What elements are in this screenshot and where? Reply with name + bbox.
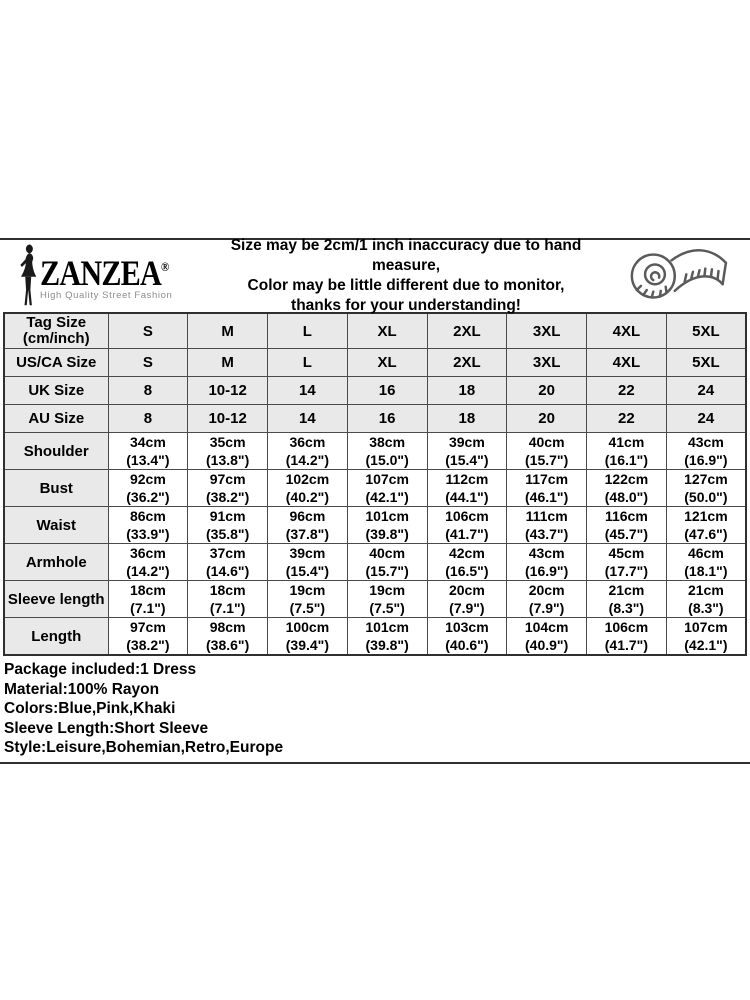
row-label-cell	[4, 544, 108, 581]
size-value: 22	[618, 410, 635, 427]
measurement-cm: 38cm	[369, 434, 406, 450]
measurement-inch: (16.9")	[684, 452, 728, 468]
size-value: 2XL	[453, 322, 481, 340]
measurement-cm: 117cm	[525, 471, 569, 487]
size-value-cell	[108, 377, 188, 405]
measurement-cm: 40cm	[369, 545, 406, 561]
measurement-row	[4, 618, 746, 656]
row-label-cell	[4, 405, 108, 433]
brand-tagline: High Quality Street Fashion	[40, 290, 173, 301]
measurement-inch: (41.7")	[445, 526, 489, 542]
measurement-cell	[347, 470, 427, 507]
measurement-inch: (15.4")	[285, 563, 329, 579]
measurement-cm: 34cm	[129, 434, 166, 450]
measurement-cell	[587, 581, 667, 618]
measurement-cell	[108, 618, 188, 656]
size-value-cell	[587, 405, 667, 433]
measurement-inch: (15.7")	[365, 563, 409, 579]
measurement-row	[4, 544, 746, 581]
row-label-line: Bust	[39, 479, 73, 497]
measurement-cm: 97cm	[129, 619, 166, 635]
row-label-cell	[4, 433, 108, 470]
measurement-inch: (7.1")	[209, 600, 246, 616]
size-value-cell	[108, 405, 188, 433]
measurement-cell	[587, 433, 667, 470]
style-line: Style:Leisure,Bohemian,Retro,Europe	[4, 739, 284, 756]
measurement-cm: 100cm	[285, 619, 330, 635]
size-value-cell	[666, 349, 746, 377]
measurement-cm: 43cm	[528, 545, 565, 561]
measurement-row	[4, 507, 746, 544]
measurement-cm: 122cm	[604, 471, 649, 487]
size-value-cell	[268, 313, 348, 349]
sleeve-length-line: Sleeve Length:Short Sleeve	[4, 719, 209, 737]
measurement-inch: (40.6")	[445, 637, 489, 653]
row-label-cell	[4, 507, 108, 544]
brand-logo	[14, 244, 204, 308]
measurement-cell	[188, 581, 268, 618]
measurement-cell	[347, 618, 427, 656]
size-value: 10-12	[208, 382, 247, 399]
measurement-cell	[188, 544, 268, 581]
bottom-divider	[0, 762, 750, 764]
measurement-cell	[268, 544, 348, 581]
size-value-cell	[347, 313, 427, 349]
measurement-cm: 21cm	[608, 582, 645, 598]
measurement-cm: 102cm	[285, 471, 330, 487]
size-value-cell	[587, 377, 667, 405]
size-value: XL	[377, 322, 397, 340]
measurement-cm: 111cm	[525, 508, 568, 524]
size-value-cell	[427, 349, 507, 377]
measurement-inch: (42.1")	[365, 489, 409, 505]
size-value-cell	[507, 313, 587, 349]
measurement-inch: (50.0")	[684, 489, 728, 505]
measurement-cm: 41cm	[608, 434, 645, 450]
measurement-inch: (13.4")	[126, 452, 170, 468]
colors-line: Colors:Blue,Pink,Khaki	[4, 700, 176, 717]
measurement-cell	[666, 581, 746, 618]
measurement-inch: (39.8")	[365, 526, 409, 542]
measurement-inch: (48.0")	[604, 489, 648, 505]
measurement-cm: 39cm	[289, 545, 326, 561]
size-value: 16	[378, 382, 396, 399]
measurement-inch: (46.1")	[525, 489, 569, 505]
size-chart-sheet	[0, 238, 750, 764]
measurement-cm: 43cm	[687, 434, 724, 450]
row-label-line: Tag Size	[26, 314, 87, 331]
measurement-inch: (40.9")	[525, 637, 569, 653]
size-value: S	[142, 354, 153, 371]
size-value: 2XL	[453, 354, 481, 371]
measurement-row	[4, 581, 746, 618]
measurement-inch: (14.6")	[206, 563, 250, 579]
measurement-cell	[666, 544, 746, 581]
measurement-cm: 103cm	[445, 619, 489, 635]
measurement-cell	[268, 618, 348, 656]
size-value-cell	[108, 313, 188, 349]
row-label-line: Waist	[36, 516, 76, 534]
size-value-cell	[427, 405, 507, 433]
size-value: 4XL	[612, 322, 641, 340]
measurement-cell	[188, 470, 268, 507]
measurement-cell	[188, 618, 268, 656]
measurement-cm: 112cm	[445, 471, 489, 487]
size-value-cell	[427, 313, 507, 349]
measurement-cm: 96cm	[289, 508, 326, 524]
size-value-cell	[188, 377, 268, 405]
measurement-cell	[427, 544, 507, 581]
size-value: 14	[299, 410, 316, 427]
size-value-cell	[188, 313, 268, 349]
measurement-cm: 37cm	[209, 545, 246, 561]
measurement-cell	[268, 433, 348, 470]
measurement-cell	[188, 433, 268, 470]
measurement-cell	[108, 507, 188, 544]
measurement-cell	[268, 507, 348, 544]
size-conversion-row	[4, 349, 746, 377]
size-value-cell	[507, 377, 587, 405]
measurement-cell	[108, 581, 188, 618]
measurement-cm: 42cm	[448, 545, 485, 561]
size-value: 10-12	[208, 410, 247, 427]
measurement-cm: 20cm	[528, 582, 565, 598]
measurement-cell	[507, 618, 587, 656]
size-value-cell	[507, 405, 587, 433]
size-conversion-row	[4, 377, 746, 405]
measurement-inch: (7.5")	[289, 600, 326, 616]
measurement-inch: (18.1")	[684, 563, 728, 579]
measurement-cm: 40cm	[528, 434, 565, 450]
measurement-cm: 107cm	[365, 471, 409, 487]
material-line: Material:100% Rayon	[4, 680, 160, 698]
measurement-inch: (17.7")	[604, 563, 648, 579]
measurement-cell	[507, 507, 587, 544]
measurement-inch: (41.7")	[604, 637, 648, 653]
size-value: 14	[299, 382, 316, 399]
measurement-cm: 20cm	[448, 582, 485, 598]
measurement-cell	[268, 470, 348, 507]
measurement-inch: (37.8")	[285, 526, 329, 542]
measurement-cm: 35cm	[209, 434, 246, 450]
size-value: 18	[458, 410, 476, 427]
size-value-cell	[268, 377, 348, 405]
row-label-cell	[4, 581, 108, 618]
logo-text	[40, 251, 194, 301]
size-value: 5XL	[692, 322, 720, 340]
measurement-cm: 86cm	[129, 508, 166, 524]
header-band	[0, 237, 750, 314]
disclaimer-line: Color may be little different due to monitor,	[247, 277, 565, 294]
measurement-cm: 101cm	[365, 508, 409, 524]
measurement-inch: (15.7")	[525, 452, 569, 468]
size-value-cell	[587, 349, 667, 377]
size-value-cell	[188, 349, 268, 377]
measurement-cm: 91cm	[209, 508, 246, 524]
measurement-cm: 106cm	[445, 508, 489, 524]
size-conversion-row	[4, 405, 746, 433]
measurement-cell	[427, 618, 507, 656]
measurement-cell	[507, 433, 587, 470]
measuring-tape-icon	[617, 243, 735, 309]
measurement-inch: (16.1")	[604, 452, 648, 468]
measurement-inch: (42.1")	[684, 637, 728, 653]
size-value: 24	[697, 382, 715, 399]
measurement-row	[4, 433, 746, 470]
woman-silhouette-icon	[14, 244, 42, 308]
size-value-cell	[587, 313, 667, 349]
measurement-cm: 92cm	[129, 471, 166, 487]
measurement-inch: (7.5")	[369, 600, 405, 616]
measurement-cm: 19cm	[369, 582, 406, 598]
row-label-cell	[4, 377, 108, 405]
size-value: M	[221, 354, 234, 371]
measurement-inch: (15.0")	[365, 452, 409, 468]
measurement-inch: (38.2")	[206, 489, 250, 505]
disclaimer-line: thanks for your understanding!	[291, 297, 521, 314]
row-label-line: AU Size	[28, 409, 85, 427]
measurement-inch: (15.4")	[445, 452, 489, 468]
measurement-cm: 36cm	[289, 434, 326, 450]
measurement-inch: (16.5")	[445, 563, 489, 579]
measurement-inch: (8.3")	[608, 600, 645, 616]
measurement-cm: 45cm	[608, 545, 645, 561]
package-included-line: Package included:1 Dress	[4, 661, 197, 678]
size-value: L	[302, 322, 312, 340]
size-value-cell	[427, 377, 507, 405]
size-conversion-row	[4, 313, 746, 349]
size-value: 3XL	[532, 354, 561, 371]
tape-block	[608, 243, 744, 309]
size-value: XL	[377, 354, 397, 371]
measurement-cell	[666, 618, 746, 656]
size-value: 3XL	[532, 322, 561, 340]
brand-name: ZANZEA®	[40, 253, 170, 293]
size-value-cell	[188, 405, 268, 433]
measurement-cm: 121cm	[684, 508, 728, 524]
measurement-cell	[188, 507, 268, 544]
measurement-cm: 19cm	[289, 582, 326, 598]
size-value: 4XL	[612, 354, 641, 371]
measurement-inch: (8.3")	[688, 600, 724, 616]
measurement-cell	[347, 507, 427, 544]
row-label-line: (cm/inch)	[22, 330, 90, 347]
row-label-line: Length	[31, 627, 82, 645]
measurement-inch: (44.1")	[445, 489, 489, 505]
measurement-inch: (14.2")	[285, 452, 329, 468]
row-label-cell	[4, 470, 108, 507]
measurement-inch: (38.6")	[206, 637, 250, 653]
measurement-cell	[587, 507, 667, 544]
measurement-cell	[108, 433, 188, 470]
registered-mark: ®	[160, 259, 170, 274]
size-value-cell	[507, 349, 587, 377]
size-value: 16	[378, 410, 396, 427]
measurement-inch: (16.9")	[525, 563, 569, 579]
size-value: 8	[143, 410, 153, 427]
measurement-cell	[427, 433, 507, 470]
measurement-inch: (40.2")	[285, 489, 329, 505]
row-label-cell	[4, 349, 108, 377]
measurement-inch: (7.9")	[449, 600, 485, 616]
size-value: 22	[618, 382, 635, 399]
measurement-cell	[268, 581, 348, 618]
size-value: 20	[538, 410, 555, 427]
size-value: M	[221, 322, 234, 340]
size-value: 8	[143, 382, 153, 399]
size-value-cell	[347, 377, 427, 405]
size-value-cell	[268, 349, 348, 377]
measurement-cell	[507, 544, 587, 581]
size-value-cell	[347, 349, 427, 377]
row-label-cell	[4, 618, 108, 656]
measurement-cell	[347, 544, 427, 581]
measurement-cell	[347, 581, 427, 618]
size-value-cell	[108, 349, 188, 377]
measurement-cm: 39cm	[448, 434, 485, 450]
size-value: 5XL	[692, 354, 720, 371]
size-value: 20	[538, 382, 555, 399]
measurement-inch: (36.2")	[126, 489, 170, 505]
row-label-line: Shoulder	[23, 442, 89, 460]
measurement-inch: (35.8")	[206, 526, 250, 542]
size-value: L	[302, 354, 312, 371]
measurement-cell	[587, 618, 667, 656]
measurement-cell	[507, 581, 587, 618]
size-value-cell	[268, 405, 348, 433]
row-label-line: Sleeve length	[7, 590, 105, 608]
measurement-cell	[108, 470, 188, 507]
measurement-cm: 107cm	[684, 619, 728, 635]
row-label-cell	[4, 313, 108, 349]
measurement-cm: 18cm	[209, 582, 246, 598]
size-chart-table	[3, 312, 747, 656]
measurement-inch: (13.8")	[206, 452, 250, 468]
measure-disclaimer	[204, 236, 608, 316]
size-value-cell	[666, 377, 746, 405]
size-value: 24	[697, 410, 715, 427]
measurement-cell	[666, 470, 746, 507]
measurement-cm: 97cm	[209, 471, 246, 487]
measurement-inch: (45.7")	[604, 526, 648, 542]
measurement-cm: 98cm	[209, 619, 246, 635]
measurement-cm: 46cm	[687, 545, 724, 561]
measurement-inch: (7.9")	[528, 600, 565, 616]
measurement-inch: (47.6")	[684, 526, 728, 542]
measurement-cm: 36cm	[129, 545, 166, 561]
size-value-cell	[347, 405, 427, 433]
size-value-cell	[666, 313, 746, 349]
measurement-cell	[587, 544, 667, 581]
measurement-inch: (7.1")	[130, 600, 166, 616]
measurement-cm: 106cm	[604, 619, 649, 635]
measurement-inch: (39.8")	[365, 637, 409, 653]
measurement-cm: 104cm	[524, 619, 569, 635]
measurement-inch: (39.4")	[285, 637, 329, 653]
measurement-inch: (14.2")	[126, 563, 170, 579]
row-label-line: US/CA Size	[16, 353, 97, 371]
measurement-cell	[427, 581, 507, 618]
measurement-cell	[427, 507, 507, 544]
measurement-cell	[108, 544, 188, 581]
measurement-cm: 21cm	[687, 582, 724, 598]
measurement-cell	[587, 470, 667, 507]
measurement-cm: 116cm	[604, 508, 648, 524]
measurement-cell	[666, 507, 746, 544]
measurement-cell	[347, 433, 427, 470]
measurement-cell	[666, 433, 746, 470]
row-label-line: UK Size	[28, 381, 85, 399]
measurement-inch: (33.9")	[126, 526, 170, 542]
measurement-row	[4, 470, 746, 507]
measurement-inch: (38.2")	[126, 637, 170, 653]
measurement-cm: 101cm	[365, 619, 409, 635]
measurement-cm: 18cm	[129, 582, 166, 598]
size-value-cell	[666, 405, 746, 433]
size-value: S	[142, 322, 153, 340]
size-value: 18	[458, 382, 476, 399]
disclaimer-line: Size may be 2cm/1 inch inaccuracy due to hand measure,	[230, 237, 582, 274]
measurement-cm: 127cm	[684, 471, 728, 487]
product-details	[4, 660, 750, 758]
measurement-inch: (43.7")	[525, 526, 569, 542]
row-label-line: Armhole	[25, 553, 87, 571]
measurement-cell	[507, 470, 587, 507]
measurement-cell	[427, 470, 507, 507]
